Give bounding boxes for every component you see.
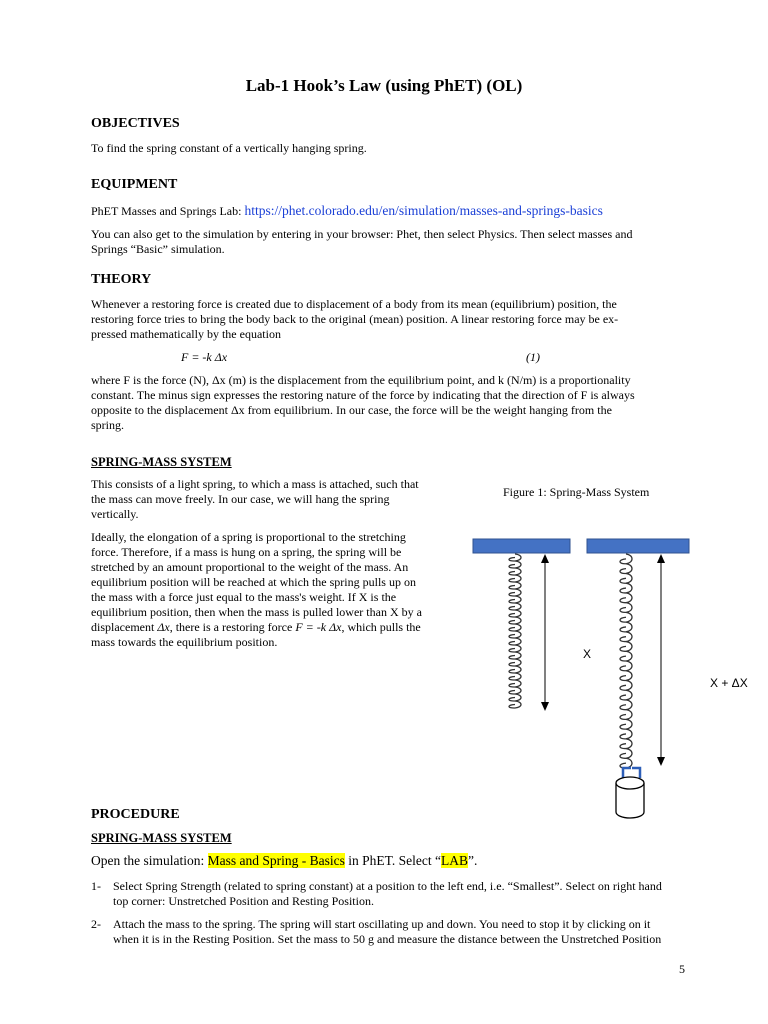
item-number: 2- <box>91 917 101 931</box>
arrow-x-dx <box>657 554 665 766</box>
highlight-simulation-name: Mass and Spring - Basics <box>207 853 345 868</box>
text-fragment: , which pulls the <box>341 620 421 634</box>
theory-p1-line-2: restoring force tries to bring the body back to the original (mean) position. A linear restoring force may be ex- <box>91 312 619 326</box>
item-number: 1- <box>91 879 101 893</box>
spring-mass-c2-line-6: equilibrium position, then when the mass is pulled lower than X by a <box>91 605 422 619</box>
theory-p2-line-2: constant. The minus sign expresses the restoring nature of the force by indicating that the direction of F is always <box>91 388 635 402</box>
equipment-note-line-1: You can also get to the simulation by entering in your browser: Phet, then select Physics. Then select masses and <box>91 227 633 241</box>
inline-equation: F = -k Δx <box>295 620 342 634</box>
equipment-line <box>91 203 683 219</box>
theory-p2-line-1: where F is the force (N), Δx (m) is the displacement from the equilibrium point, and k (N/m) is a proportionality <box>91 373 631 387</box>
item-line-1: Select Spring Strength (related to spring constant) at a position to the left end, i.e. “Smallest”. Select on right hand <box>113 879 662 893</box>
procedure-item-1 <box>91 879 691 911</box>
ceiling-left <box>473 539 570 553</box>
label-x-dx: X + ΔX <box>710 676 748 690</box>
spring-mass-c2-line-3: stretched by an amount proportional to the weight of the mass. An <box>91 560 409 574</box>
equation-number: (1) <box>526 350 540 364</box>
mass-cylinder <box>616 777 644 818</box>
theory-p1-line-1: Whenever a restoring force is created due to displacement of a body from its mean (equilibrium) position, the <box>91 297 617 311</box>
ceiling-right <box>587 539 689 553</box>
spring-mass-c1-line-1: This consists of a light spring, to which a mass is attached, such that <box>91 477 419 491</box>
arrow-x <box>541 554 549 711</box>
spring-mass-c2-line-5: the mass with a force just equal to the mass's weight. If X is the <box>91 590 397 604</box>
equation: F = -k Δx <box>181 350 228 364</box>
text-fragment: displacement <box>91 620 158 634</box>
open-simulation-line <box>91 853 477 869</box>
equipment-heading: EQUIPMENT <box>91 177 178 192</box>
text-fragment: ”. <box>467 853 478 868</box>
spring-mass-c1-line-3: vertically. <box>91 507 139 521</box>
equipment-label: PhET Masses and Springs Lab: <box>91 204 245 218</box>
objectives-heading: OBJECTIVES <box>91 116 180 131</box>
objectives-text: To find the spring constant of a vertically hanging spring. <box>91 141 367 155</box>
item-text <box>113 879 691 909</box>
page-title: Lab-1 Hook’s Law (using PhET) (OL) <box>245 76 523 95</box>
text-fragment: in PhET. Select “ <box>344 853 441 868</box>
highlight-lab: LAB <box>440 853 468 868</box>
theory-p2-line-3: opposite to the displacement Δx from equilibrium. In our case, the force will be the weight hanging from the <box>91 403 612 417</box>
spring-mass-c2-line-7 <box>91 620 440 635</box>
spring-mass-c2-line-8: mass towards the equilibrium position. <box>91 635 278 649</box>
procedure-heading: PROCEDURE <box>91 807 180 822</box>
text-fragment: Open the simulation: <box>91 853 208 868</box>
theory-heading: THEORY <box>91 272 152 287</box>
item-line-1: Attach the mass to the spring. The spring will start oscillating up and down. You need to stop it by clicking on it <box>113 917 651 931</box>
item-text <box>113 917 691 947</box>
spring-unstretched <box>509 554 521 708</box>
text-fragment: , there is a restoring force <box>169 620 296 634</box>
procedure-item-2 <box>91 917 691 949</box>
equipment-note-line-2: Springs “Basic” simulation. <box>91 242 225 256</box>
spring-mass-heading: SPRING-MASS SYSTEM <box>91 455 232 469</box>
delta-x: Δx <box>157 620 170 634</box>
item-line-2: when it is in the Resting Position. Set the mass to 50 g and measure the distance between the Unstretched Position <box>113 932 662 946</box>
label-x: X <box>583 647 592 661</box>
item-line-2: top corner: Unstretched Position and Resting Position. <box>113 894 374 908</box>
page-number: 5 <box>679 962 685 976</box>
theory-p1-line-3: pressed mathematically by the equation <box>91 327 281 341</box>
phet-link[interactable]: https://phet.colorado.edu/en/simulation/masses-and-springs-basics <box>244 203 603 218</box>
spring-mass-c1-line-2: the mass can move freely. In our case, we will hang the spring <box>91 492 390 506</box>
spring-stretched <box>620 554 632 768</box>
procedure-subheading: SPRING-MASS SYSTEM <box>91 831 232 845</box>
figure-caption: Figure 1: Spring-Mass System <box>503 485 650 499</box>
spring-mass-c2-line-1: Ideally, the elongation of a spring is proportional to the stretching <box>91 530 406 544</box>
theory-p2-line-4: spring. <box>91 418 124 432</box>
spring-mass-c2-line-4: equilibrium position will be reached at which the spring pulls up on <box>91 575 416 589</box>
spring-mass-c2-line-2: force. Therefore, if a mass is hung on a spring, the spring will be <box>91 545 402 559</box>
